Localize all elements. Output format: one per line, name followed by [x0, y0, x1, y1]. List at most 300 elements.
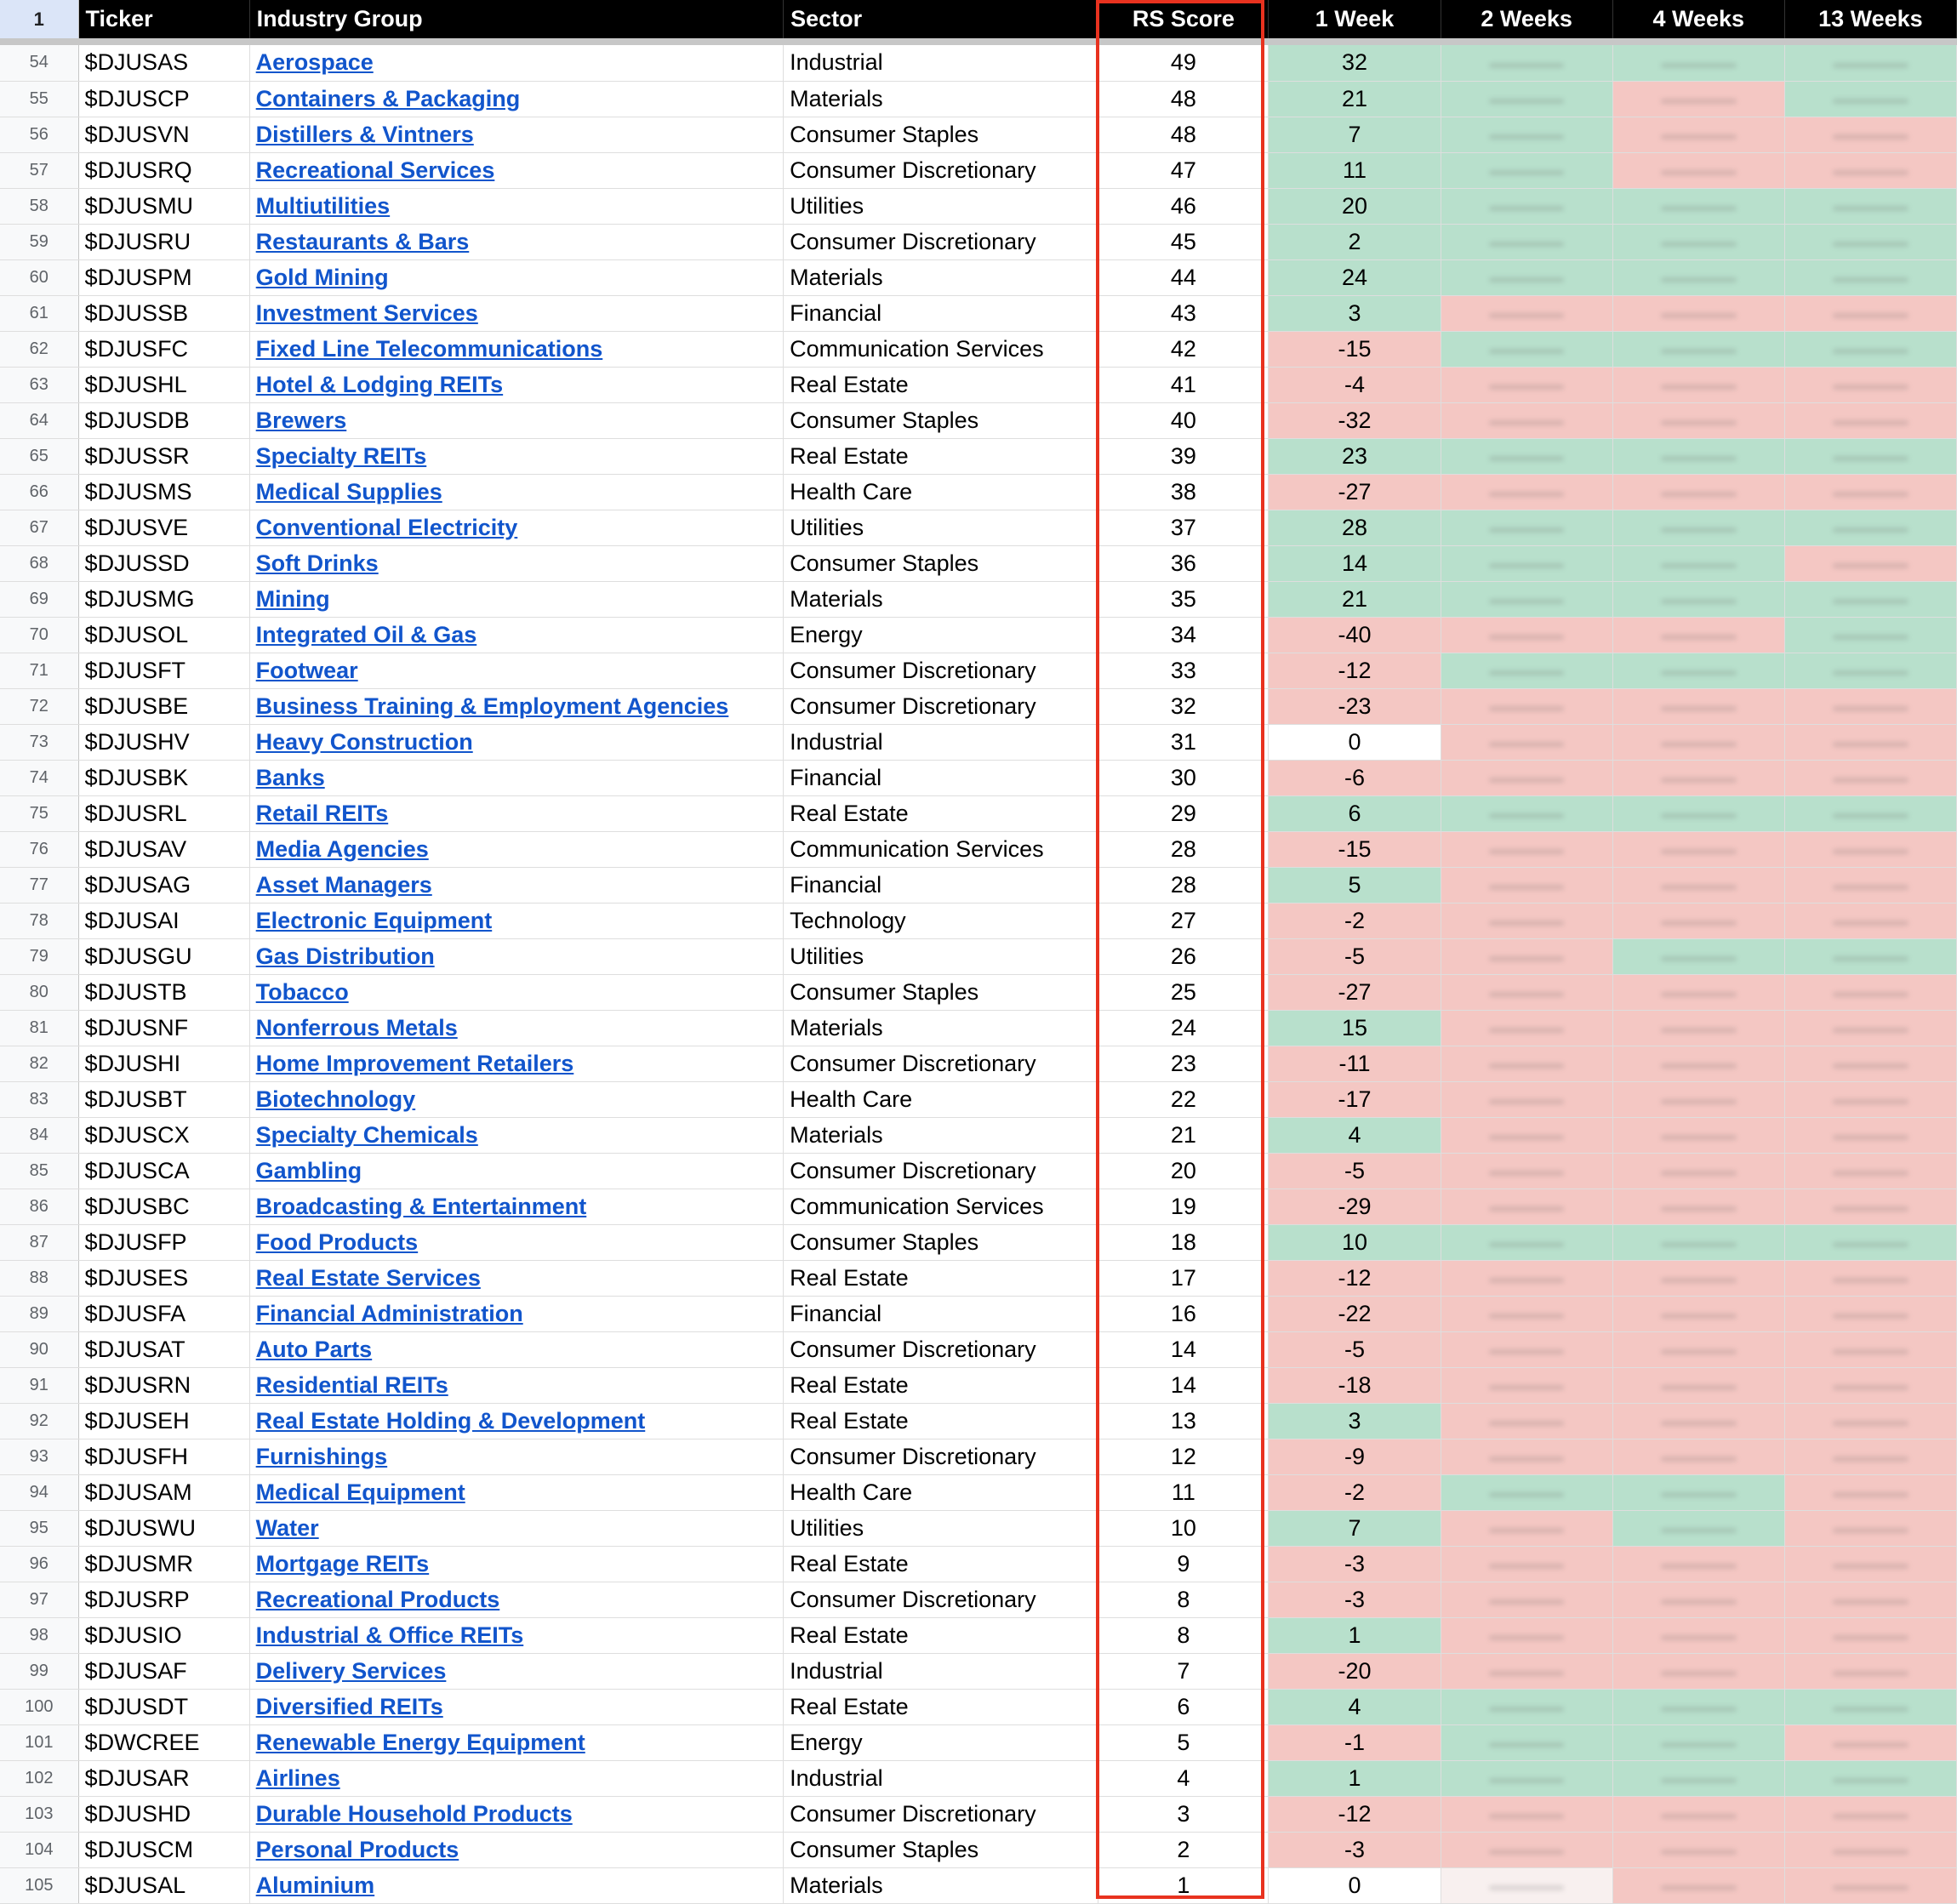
- industry-group-link[interactable]: Auto Parts: [255, 1336, 373, 1362]
- 2-weeks-change-cell-blurred[interactable]: [1441, 188, 1612, 224]
- industry-group-cell[interactable]: [249, 1760, 783, 1796]
- row-number[interactable]: 96: [0, 1546, 78, 1582]
- ticker-cell[interactable]: $DJUSWU: [78, 1510, 249, 1546]
- industry-group-link[interactable]: Renewable Energy Equipment: [255, 1729, 585, 1755]
- rs-score-cell[interactable]: 26: [1098, 938, 1269, 974]
- 1-week-change-cell[interactable]: 20: [1269, 188, 1441, 224]
- ticker-cell[interactable]: $DJUSAI: [78, 903, 249, 938]
- 13-weeks-change-cell-blurred[interactable]: [1784, 653, 1956, 688]
- rs-score-cell[interactable]: 18: [1098, 1224, 1269, 1260]
- sector-cell[interactable]: Industrial: [784, 1760, 1098, 1796]
- 2-weeks-change-cell-blurred[interactable]: [1441, 117, 1612, 152]
- industry-group-cell[interactable]: [249, 1224, 783, 1260]
- industry-group-link[interactable]: Biotechnology: [255, 1086, 416, 1112]
- 1-week-change-cell[interactable]: 0: [1269, 1867, 1441, 1903]
- industry-group-link[interactable]: Fixed Line Telecommunications: [255, 335, 603, 362]
- 13-weeks-change-cell-blurred[interactable]: [1784, 295, 1956, 331]
- industry-group-cell[interactable]: [249, 1546, 783, 1582]
- ticker-cell[interactable]: $DJUSVN: [78, 117, 249, 152]
- row-number[interactable]: 71: [0, 653, 78, 688]
- table-row[interactable]: [0, 974, 1957, 1010]
- ticker-cell[interactable]: $DJUSMS: [78, 474, 249, 510]
- table-row[interactable]: [0, 1832, 1957, 1867]
- ticker-cell[interactable]: $DJUSRL: [78, 795, 249, 831]
- ticker-cell[interactable]: $DJUSAM: [78, 1474, 249, 1510]
- 2-weeks-change-cell-blurred[interactable]: [1441, 1760, 1612, 1796]
- 4-weeks-change-cell-blurred[interactable]: [1612, 653, 1784, 688]
- 13-weeks-change-cell-blurred[interactable]: [1784, 938, 1956, 974]
- 13-weeks-change-cell-blurred[interactable]: [1784, 331, 1956, 367]
- 4-weeks-change-cell-blurred[interactable]: [1612, 81, 1784, 117]
- 2-weeks-change-cell-blurred[interactable]: [1441, 1510, 1612, 1546]
- industry-group-link[interactable]: Hotel & Lodging REITs: [255, 371, 504, 397]
- 2-weeks-change-cell-blurred[interactable]: [1441, 331, 1612, 367]
- table-row[interactable]: [0, 1081, 1957, 1117]
- rs-score-cell[interactable]: 34: [1098, 617, 1269, 653]
- rs-score-cell[interactable]: 14: [1098, 1367, 1269, 1403]
- 13-weeks-change-cell-blurred[interactable]: [1784, 1510, 1956, 1546]
- 13-weeks-change-cell-blurred[interactable]: [1784, 1689, 1956, 1724]
- 2-weeks-change-cell-blurred[interactable]: [1441, 1296, 1612, 1331]
- 4-weeks-change-cell-blurred[interactable]: [1612, 1224, 1784, 1260]
- industry-group-cell[interactable]: [249, 903, 783, 938]
- industry-group-link[interactable]: Recreational Services: [255, 157, 495, 183]
- row-number[interactable]: 62: [0, 331, 78, 367]
- 13-weeks-change-cell-blurred[interactable]: [1784, 510, 1956, 545]
- 13-weeks-change-cell-blurred[interactable]: [1784, 1153, 1956, 1189]
- rs-score-cell[interactable]: 10: [1098, 1510, 1269, 1546]
- sector-cell[interactable]: Materials: [784, 81, 1098, 117]
- 2-weeks-change-cell-blurred[interactable]: [1441, 1260, 1612, 1296]
- table-row[interactable]: [0, 367, 1957, 402]
- 4-weeks-change-cell-blurred[interactable]: [1612, 1832, 1784, 1867]
- 2-weeks-change-cell-blurred[interactable]: [1441, 1081, 1612, 1117]
- 2-weeks-change-cell-blurred[interactable]: [1441, 1046, 1612, 1081]
- 2-weeks-change-cell-blurred[interactable]: [1441, 1832, 1612, 1867]
- 1-week-change-cell[interactable]: -18: [1269, 1367, 1441, 1403]
- sector-cell[interactable]: Consumer Discretionary: [784, 224, 1098, 259]
- rs-score-cell[interactable]: 24: [1098, 1010, 1269, 1046]
- industry-group-link[interactable]: Industrial & Office REITs: [255, 1622, 524, 1648]
- rs-score-column-header[interactable]: RS Score: [1098, 0, 1269, 38]
- ticker-cell[interactable]: $DJUSFP: [78, 1224, 249, 1260]
- industry-group-cell[interactable]: [249, 1832, 783, 1867]
- row-number[interactable]: 61: [0, 295, 78, 331]
- 4-weeks-change-cell-blurred[interactable]: [1612, 1331, 1784, 1367]
- ticker-cell[interactable]: $DJUSRU: [78, 224, 249, 259]
- table-row[interactable]: [0, 1474, 1957, 1510]
- industry-group-link[interactable]: Brewers: [255, 407, 347, 433]
- 13-weeks-change-cell-blurred[interactable]: [1784, 45, 1956, 81]
- ticker-cell[interactable]: $DJUSCX: [78, 1117, 249, 1153]
- table-row[interactable]: [0, 1331, 1957, 1367]
- 2-weeks-change-cell-blurred[interactable]: [1441, 545, 1612, 581]
- industry-group-cell[interactable]: [249, 1189, 783, 1224]
- 4-weeks-change-cell-blurred[interactable]: [1612, 617, 1784, 653]
- 2-weeks-change-cell-blurred[interactable]: [1441, 1153, 1612, 1189]
- ticker-cell[interactable]: $DJUSAV: [78, 831, 249, 867]
- sector-cell[interactable]: Real Estate: [784, 795, 1098, 831]
- 13-weeks-change-cell-blurred[interactable]: [1784, 1546, 1956, 1582]
- row-number[interactable]: 70: [0, 617, 78, 653]
- ticker-cell[interactable]: $DJUSGU: [78, 938, 249, 974]
- 1-week-change-cell[interactable]: -23: [1269, 688, 1441, 724]
- 4-weeks-change-cell-blurred[interactable]: [1612, 1796, 1784, 1832]
- table-row[interactable]: [0, 1260, 1957, 1296]
- ticker-cell[interactable]: $DJUSMR: [78, 1546, 249, 1582]
- row-number[interactable]: 103: [0, 1796, 78, 1832]
- table-row[interactable]: [0, 1760, 1957, 1796]
- industry-group-link[interactable]: Personal Products: [255, 1836, 459, 1862]
- industry-group-cell[interactable]: [249, 1653, 783, 1689]
- table-row[interactable]: [0, 653, 1957, 688]
- industry-group-link[interactable]: Nonferrous Metals: [255, 1014, 458, 1040]
- sector-cell[interactable]: Financial: [784, 867, 1098, 903]
- ticker-cell[interactable]: $DJUSAF: [78, 1653, 249, 1689]
- table-row[interactable]: [0, 1224, 1957, 1260]
- 1-week-change-cell[interactable]: -5: [1269, 1331, 1441, 1367]
- row-number[interactable]: 84: [0, 1117, 78, 1153]
- 2-weeks-change-cell-blurred[interactable]: [1441, 1117, 1612, 1153]
- 4-weeks-change-cell-blurred[interactable]: [1612, 438, 1784, 474]
- 13-weeks-change-cell-blurred[interactable]: [1784, 867, 1956, 903]
- row-number[interactable]: 59: [0, 224, 78, 259]
- rs-score-cell[interactable]: 47: [1098, 152, 1269, 188]
- table-row[interactable]: [0, 938, 1957, 974]
- industry-group-cell[interactable]: [249, 1617, 783, 1653]
- table-row[interactable]: [0, 760, 1957, 795]
- ticker-cell[interactable]: $DJUSFA: [78, 1296, 249, 1331]
- ticker-cell[interactable]: $DJUSBK: [78, 760, 249, 795]
- 4-weeks-change-cell-blurred[interactable]: [1612, 1439, 1784, 1474]
- table-row[interactable]: [0, 1689, 1957, 1724]
- 2-weeks-change-cell-blurred[interactable]: [1441, 867, 1612, 903]
- industry-group-cell[interactable]: [249, 831, 783, 867]
- ticker-cell[interactable]: $DJUSAS: [78, 45, 249, 81]
- ticker-cell[interactable]: $DJUSIO: [78, 1617, 249, 1653]
- sector-cell[interactable]: Financial: [784, 1296, 1098, 1331]
- ticker-cell[interactable]: $DJUSBE: [78, 688, 249, 724]
- 1-week-change-cell[interactable]: 11: [1269, 152, 1441, 188]
- table-row[interactable]: [0, 188, 1957, 224]
- sector-cell[interactable]: Consumer Discretionary: [784, 1796, 1098, 1832]
- industry-group-cell[interactable]: [249, 1439, 783, 1474]
- industry-group-cell[interactable]: [249, 617, 783, 653]
- table-row[interactable]: [0, 867, 1957, 903]
- ticker-cell[interactable]: $DJUSTB: [78, 974, 249, 1010]
- table-row[interactable]: [0, 1439, 1957, 1474]
- 13-weeks-change-cell-blurred[interactable]: [1784, 831, 1956, 867]
- industry-group-cell[interactable]: [249, 1724, 783, 1760]
- rs-score-cell[interactable]: 30: [1098, 760, 1269, 795]
- industry-group-cell[interactable]: [249, 1296, 783, 1331]
- ticker-cell[interactable]: $DJUSCP: [78, 81, 249, 117]
- industry-group-cell[interactable]: [249, 974, 783, 1010]
- 13-weeks-change-cell-blurred[interactable]: [1784, 795, 1956, 831]
- table-row[interactable]: [0, 1617, 1957, 1653]
- table-row[interactable]: [0, 1189, 1957, 1224]
- ticker-cell[interactable]: $DJUSDT: [78, 1689, 249, 1724]
- sector-cell[interactable]: Consumer Discretionary: [784, 1046, 1098, 1081]
- row-number[interactable]: 75: [0, 795, 78, 831]
- industry-group-link[interactable]: Food Products: [255, 1228, 419, 1255]
- sector-cell[interactable]: Consumer Staples: [784, 545, 1098, 581]
- industry-group-link[interactable]: Multiutilities: [255, 192, 391, 219]
- industry-group-link[interactable]: Distillers & Vintners: [255, 121, 474, 147]
- sector-cell[interactable]: Energy: [784, 617, 1098, 653]
- sector-cell[interactable]: Energy: [784, 1724, 1098, 1760]
- industry-group-link[interactable]: Heavy Construction: [255, 728, 473, 755]
- 2-weeks-change-cell-blurred[interactable]: [1441, 152, 1612, 188]
- 2-weeks-change-cell-blurred[interactable]: [1441, 688, 1612, 724]
- table-row[interactable]: [0, 581, 1957, 617]
- ticker-cell[interactable]: $DJUSHI: [78, 1046, 249, 1081]
- industry-group-link[interactable]: Restaurants & Bars: [255, 228, 470, 254]
- 2-weeks-change-cell-blurred[interactable]: [1441, 474, 1612, 510]
- 4-weeks-change-cell-blurred[interactable]: [1612, 1689, 1784, 1724]
- rs-score-cell[interactable]: 27: [1098, 903, 1269, 938]
- sector-cell[interactable]: Consumer Discretionary: [784, 653, 1098, 688]
- 1-week-change-cell[interactable]: -11: [1269, 1046, 1441, 1081]
- sector-cell[interactable]: Real Estate: [784, 1689, 1098, 1724]
- 4-weeks-change-cell-blurred[interactable]: [1612, 867, 1784, 903]
- row-number[interactable]: 79: [0, 938, 78, 974]
- sector-cell[interactable]: Consumer Discretionary: [784, 1439, 1098, 1474]
- 1-week-change-cell[interactable]: -12: [1269, 1796, 1441, 1832]
- industry-group-cell[interactable]: [249, 188, 783, 224]
- ticker-cell[interactable]: $DJUSAL: [78, 1867, 249, 1903]
- 4-weeks-change-cell-blurred[interactable]: [1612, 367, 1784, 402]
- industry-group-cell[interactable]: [249, 331, 783, 367]
- rs-score-cell[interactable]: 11: [1098, 1474, 1269, 1510]
- sector-cell[interactable]: Industrial: [784, 1653, 1098, 1689]
- rs-score-cell[interactable]: 25: [1098, 974, 1269, 1010]
- row-number[interactable]: 86: [0, 1189, 78, 1224]
- 1-week-change-cell[interactable]: -27: [1269, 974, 1441, 1010]
- row-number[interactable]: 72: [0, 688, 78, 724]
- row-number[interactable]: 67: [0, 510, 78, 545]
- row-number[interactable]: 66: [0, 474, 78, 510]
- ticker-cell[interactable]: $DJUSAT: [78, 1331, 249, 1367]
- 1-week-change-cell[interactable]: -27: [1269, 474, 1441, 510]
- rs-score-cell[interactable]: 12: [1098, 1439, 1269, 1474]
- industry-group-link[interactable]: Mortgage REITs: [255, 1550, 430, 1576]
- industry-group-link[interactable]: Electronic Equipment: [255, 907, 493, 933]
- industry-group-cell[interactable]: [249, 1367, 783, 1403]
- sector-cell[interactable]: Consumer Staples: [784, 1832, 1098, 1867]
- 2-weeks-change-cell-blurred[interactable]: [1441, 1331, 1612, 1367]
- 4-weeks-change-cell-blurred[interactable]: [1612, 1867, 1784, 1903]
- 4-weeks-change-cell-blurred[interactable]: [1612, 1189, 1784, 1224]
- rs-score-cell[interactable]: 17: [1098, 1260, 1269, 1296]
- 13-weeks-change-cell-blurred[interactable]: [1784, 1760, 1956, 1796]
- row-number[interactable]: 99: [0, 1653, 78, 1689]
- 1-week-column-header[interactable]: 1 Week: [1269, 0, 1441, 38]
- row-number[interactable]: 101: [0, 1724, 78, 1760]
- industry-group-cell[interactable]: [249, 402, 783, 438]
- 4-weeks-change-cell-blurred[interactable]: [1612, 152, 1784, 188]
- sector-cell[interactable]: Real Estate: [784, 367, 1098, 402]
- 1-week-change-cell[interactable]: -4: [1269, 367, 1441, 402]
- 1-week-change-cell[interactable]: -2: [1269, 1474, 1441, 1510]
- industry-group-link[interactable]: Soft Drinks: [255, 550, 379, 576]
- row-number[interactable]: 90: [0, 1331, 78, 1367]
- 13-weeks-change-cell-blurred[interactable]: [1784, 1403, 1956, 1439]
- ticker-cell[interactable]: $DJUSSR: [78, 438, 249, 474]
- ticker-cell[interactable]: $DJUSOL: [78, 617, 249, 653]
- 4-weeks-change-cell-blurred[interactable]: [1612, 1653, 1784, 1689]
- industry-group-cell[interactable]: [249, 474, 783, 510]
- 1-week-change-cell[interactable]: -3: [1269, 1582, 1441, 1617]
- 1-week-change-cell[interactable]: -9: [1269, 1439, 1441, 1474]
- rs-score-cell[interactable]: 2: [1098, 1832, 1269, 1867]
- ticker-cell[interactable]: $DJUSES: [78, 1260, 249, 1296]
- 13-weeks-change-cell-blurred[interactable]: [1784, 1010, 1956, 1046]
- sector-cell[interactable]: Materials: [784, 259, 1098, 295]
- sector-cell[interactable]: Technology: [784, 903, 1098, 938]
- industry-group-link[interactable]: Diversified REITs: [255, 1693, 443, 1719]
- rs-score-cell[interactable]: 8: [1098, 1617, 1269, 1653]
- sector-cell[interactable]: Consumer Staples: [784, 1224, 1098, 1260]
- sector-cell[interactable]: Consumer Discretionary: [784, 1582, 1098, 1617]
- ticker-cell[interactable]: $DJUSEH: [78, 1403, 249, 1439]
- industry-group-cell[interactable]: [249, 45, 783, 81]
- sector-cell[interactable]: Real Estate: [784, 1546, 1098, 1582]
- 13-weeks-change-cell-blurred[interactable]: [1784, 259, 1956, 295]
- rs-score-cell[interactable]: 35: [1098, 581, 1269, 617]
- industry-group-link[interactable]: Specialty Chemicals: [255, 1121, 478, 1148]
- 13-weeks-column-header[interactable]: 13 Weeks: [1784, 0, 1956, 38]
- 4-weeks-change-cell-blurred[interactable]: [1612, 1296, 1784, 1331]
- 4-weeks-change-cell-blurred[interactable]: [1612, 402, 1784, 438]
- 4-weeks-change-cell-blurred[interactable]: [1612, 1117, 1784, 1153]
- table-row[interactable]: [0, 1117, 1957, 1153]
- ticker-cell[interactable]: $DJUSAG: [78, 867, 249, 903]
- row-number[interactable]: 91: [0, 1367, 78, 1403]
- 2-weeks-change-cell-blurred[interactable]: [1441, 760, 1612, 795]
- industry-group-link[interactable]: Real Estate Holding & Development: [255, 1407, 646, 1434]
- 2-weeks-change-cell-blurred[interactable]: [1441, 1189, 1612, 1224]
- table-row[interactable]: [0, 224, 1957, 259]
- 4-weeks-change-cell-blurred[interactable]: [1612, 1510, 1784, 1546]
- 1-week-change-cell[interactable]: -22: [1269, 1296, 1441, 1331]
- industry-group-link[interactable]: Conventional Electricity: [255, 514, 518, 540]
- 1-week-change-cell[interactable]: 2: [1269, 224, 1441, 259]
- row-number[interactable]: 94: [0, 1474, 78, 1510]
- ticker-cell[interactable]: $DJUSHD: [78, 1796, 249, 1832]
- industry-group-cell[interactable]: [249, 867, 783, 903]
- 13-weeks-change-cell-blurred[interactable]: [1784, 1081, 1956, 1117]
- sector-column-header[interactable]: Sector: [784, 0, 1098, 38]
- 4-weeks-change-cell-blurred[interactable]: [1612, 1582, 1784, 1617]
- 1-week-change-cell[interactable]: 4: [1269, 1117, 1441, 1153]
- 4-weeks-change-cell-blurred[interactable]: [1612, 45, 1784, 81]
- sector-cell[interactable]: Materials: [784, 1867, 1098, 1903]
- 4-weeks-change-cell-blurred[interactable]: [1612, 688, 1784, 724]
- industry-group-cell[interactable]: [249, 1260, 783, 1296]
- industry-group-link[interactable]: Aerospace: [255, 49, 374, 76]
- industry-group-cell[interactable]: [249, 259, 783, 295]
- table-row[interactable]: [0, 1367, 1957, 1403]
- 4-weeks-change-cell-blurred[interactable]: [1612, 474, 1784, 510]
- 13-weeks-change-cell-blurred[interactable]: [1784, 545, 1956, 581]
- 2-weeks-change-cell-blurred[interactable]: [1441, 1582, 1612, 1617]
- 4-weeks-change-cell-blurred[interactable]: [1612, 188, 1784, 224]
- row-number[interactable]: 98: [0, 1617, 78, 1653]
- 13-weeks-change-cell-blurred[interactable]: [1784, 903, 1956, 938]
- 2-weeks-change-cell-blurred[interactable]: [1441, 1796, 1612, 1832]
- 1-week-change-cell[interactable]: 3: [1269, 295, 1441, 331]
- table-row[interactable]: [0, 1153, 1957, 1189]
- sector-cell[interactable]: Utilities: [784, 1510, 1098, 1546]
- 1-week-change-cell[interactable]: 3: [1269, 1403, 1441, 1439]
- row-number[interactable]: 76: [0, 831, 78, 867]
- 1-week-change-cell[interactable]: 4: [1269, 1689, 1441, 1724]
- sector-cell[interactable]: Consumer Staples: [784, 974, 1098, 1010]
- industry-group-link[interactable]: Media Agencies: [255, 835, 429, 862]
- 2-weeks-change-cell-blurred[interactable]: [1441, 367, 1612, 402]
- industry-group-link[interactable]: Delivery Services: [255, 1657, 447, 1684]
- sector-cell[interactable]: Real Estate: [784, 1403, 1098, 1439]
- 2-weeks-change-cell-blurred[interactable]: [1441, 1653, 1612, 1689]
- table-row[interactable]: [0, 474, 1957, 510]
- 13-weeks-change-cell-blurred[interactable]: [1784, 1296, 1956, 1331]
- rs-score-cell[interactable]: 16: [1098, 1296, 1269, 1331]
- row-number[interactable]: 81: [0, 1010, 78, 1046]
- industry-group-cell[interactable]: [249, 117, 783, 152]
- row-number-header[interactable]: 1: [0, 0, 78, 38]
- row-number[interactable]: 88: [0, 1260, 78, 1296]
- 13-weeks-change-cell-blurred[interactable]: [1784, 1867, 1956, 1903]
- sector-cell[interactable]: Health Care: [784, 474, 1098, 510]
- row-number[interactable]: 82: [0, 1046, 78, 1081]
- industry-group-link[interactable]: Business Training & Employment Agencies: [255, 693, 729, 719]
- industry-group-link[interactable]: Airlines: [255, 1764, 340, 1791]
- rs-score-cell[interactable]: 43: [1098, 295, 1269, 331]
- 1-week-change-cell[interactable]: 15: [1269, 1010, 1441, 1046]
- row-number[interactable]: 95: [0, 1510, 78, 1546]
- 2-weeks-change-cell-blurred[interactable]: [1441, 1474, 1612, 1510]
- 13-weeks-change-cell-blurred[interactable]: [1784, 1653, 1956, 1689]
- 1-week-change-cell[interactable]: 23: [1269, 438, 1441, 474]
- 2-weeks-change-cell-blurred[interactable]: [1441, 438, 1612, 474]
- sector-cell[interactable]: Communication Services: [784, 831, 1098, 867]
- 4-weeks-change-cell-blurred[interactable]: [1612, 117, 1784, 152]
- 1-week-change-cell[interactable]: -5: [1269, 938, 1441, 974]
- 2-weeks-change-cell-blurred[interactable]: [1441, 831, 1612, 867]
- industry-group-cell[interactable]: [249, 295, 783, 331]
- 13-weeks-change-cell-blurred[interactable]: [1784, 1439, 1956, 1474]
- sector-cell[interactable]: Consumer Discretionary: [784, 688, 1098, 724]
- 4-weeks-change-cell-blurred[interactable]: [1612, 331, 1784, 367]
- 1-week-change-cell[interactable]: 1: [1269, 1760, 1441, 1796]
- row-number[interactable]: 60: [0, 259, 78, 295]
- 13-weeks-change-cell-blurred[interactable]: [1784, 617, 1956, 653]
- row-number[interactable]: 78: [0, 903, 78, 938]
- 2-weeks-change-cell-blurred[interactable]: [1441, 45, 1612, 81]
- 4-weeks-change-cell-blurred[interactable]: [1612, 1046, 1784, 1081]
- sector-cell[interactable]: Real Estate: [784, 1260, 1098, 1296]
- row-number[interactable]: 80: [0, 974, 78, 1010]
- table-row[interactable]: [0, 1546, 1957, 1582]
- 1-week-change-cell[interactable]: 28: [1269, 510, 1441, 545]
- rs-score-cell[interactable]: 48: [1098, 117, 1269, 152]
- ticker-cell[interactable]: $DJUSFH: [78, 1439, 249, 1474]
- rs-score-cell[interactable]: 23: [1098, 1046, 1269, 1081]
- table-row[interactable]: [0, 45, 1957, 81]
- ticker-cell[interactable]: $DJUSMG: [78, 581, 249, 617]
- 13-weeks-change-cell-blurred[interactable]: [1784, 1224, 1956, 1260]
